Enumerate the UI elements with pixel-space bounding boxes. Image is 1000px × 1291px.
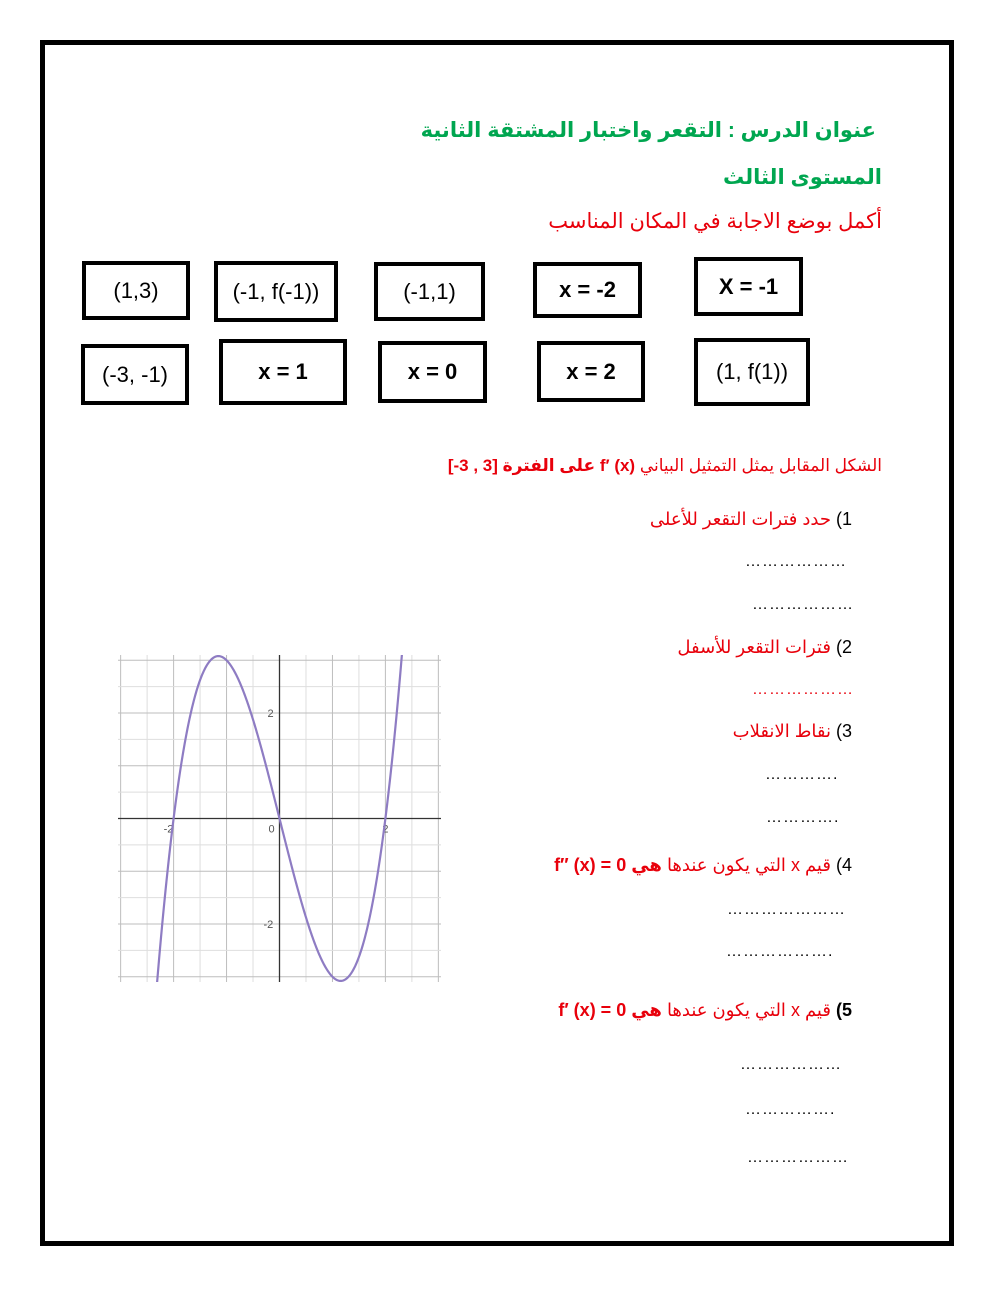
- answer-line[interactable]: …………………: [727, 901, 846, 918]
- answer-line[interactable]: ………………: [752, 681, 854, 698]
- question-4: [554, 855, 852, 876]
- question-2: [677, 637, 852, 658]
- question-text: فترات التقعر للأسفل: [677, 637, 831, 657]
- problem-intro: [448, 456, 882, 476]
- y-tick-label: -2: [263, 918, 274, 931]
- answer-box[interactable]: (1, f(1)): [694, 338, 810, 406]
- answer-line[interactable]: ………………: [745, 553, 847, 570]
- question-equation: f″ (x) = 0 هي: [554, 855, 662, 875]
- answer-box[interactable]: (-1,1): [374, 262, 485, 321]
- answer-line[interactable]: ………………: [747, 1149, 849, 1166]
- answer-box[interactable]: x = 0: [378, 341, 487, 403]
- intro-fx: f′ (x): [599, 456, 636, 475]
- question-number: 4): [835, 855, 852, 875]
- intro-interval-word: على الفترة: [502, 456, 596, 475]
- lesson-title: عنوان الدرس : التقعر واختبار المشتقة الثانية: [420, 119, 876, 142]
- answer-box[interactable]: (-3, -1): [81, 344, 189, 405]
- answer-box[interactable]: x = 1: [219, 339, 347, 405]
- answer-box[interactable]: (-1, f(-1)): [214, 261, 338, 322]
- intro-text: الشكل المقابل يمثل التمثيل البياني: [639, 456, 882, 475]
- question-number: 2): [835, 637, 852, 657]
- derivative-graph: [118, 655, 441, 982]
- instruction: أكمل بوضع الاجابة في المكان المناسب: [548, 210, 882, 233]
- question-text: نقاط الانقلاب: [732, 721, 831, 741]
- question-number: 5): [835, 1000, 852, 1020]
- answer-box[interactable]: X = -1: [694, 257, 803, 316]
- answer-line[interactable]: …………….: [745, 1101, 836, 1118]
- question-number: 1): [835, 509, 852, 529]
- question-number: 3): [835, 721, 852, 741]
- x-tick-label: -2: [163, 823, 174, 836]
- answer-line[interactable]: ………………: [752, 596, 854, 613]
- answer-line[interactable]: ……………….: [726, 943, 834, 960]
- question-equation: f′ (x) = 0 هي: [558, 1000, 662, 1020]
- answer-box[interactable]: x = 2: [537, 341, 645, 402]
- question-text: حدد فترات التقعر للأعلى: [649, 509, 831, 529]
- answer-box[interactable]: x = -2: [533, 262, 642, 318]
- answer-box[interactable]: (1,3): [82, 261, 190, 320]
- y-tick-label: 2: [267, 708, 274, 721]
- answer-line[interactable]: ………….: [765, 766, 839, 783]
- question-text: قيم x التي يكون عندها: [666, 1000, 831, 1020]
- question-3: [733, 721, 852, 742]
- question-5: [558, 1000, 852, 1021]
- answer-line[interactable]: ………………: [740, 1056, 842, 1073]
- x-tick-label: 2: [382, 823, 389, 836]
- intro-interval: [-3 , 3]: [447, 456, 498, 475]
- level-label: المستوى الثالث: [722, 166, 882, 189]
- question-text: قيم x التي يكون عندها: [666, 855, 831, 875]
- answer-line[interactable]: ………….: [766, 809, 840, 826]
- origin-label: 0: [268, 823, 275, 836]
- question-1: [650, 509, 852, 530]
